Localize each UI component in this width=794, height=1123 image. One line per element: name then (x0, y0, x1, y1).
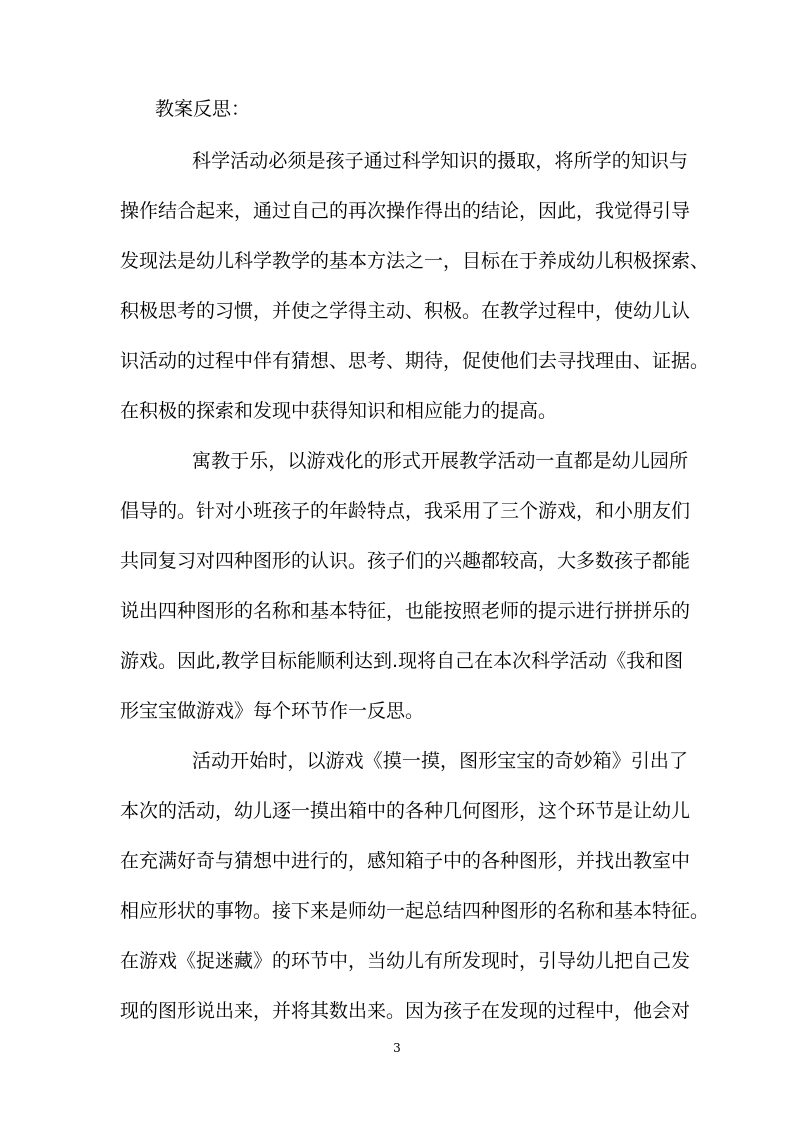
paragraph-1-line-2: 操作结合起来，通过自己的再次操作得出的结论，因此，我觉得引导 (120, 200, 691, 222)
paragraph-1-line-3: 发现法是幼儿科学教学的基本方法之一，目标在于养成幼儿积极探索、 (120, 250, 710, 272)
paragraph-3-line-4: 相应形状的事物。接下来是师幼一起总结四种图形的名称和基本特征。 (120, 900, 710, 922)
page-number: 3 (393, 1041, 401, 1055)
paragraph-2-line-2: 倡导的。针对小班孩子的年龄特点，我采用了三个游戏，和小朋友们 (120, 500, 691, 522)
paragraph-2-line-4: 说出四种图形的名称和基本特征，也能按照老师的提示进行拼拼乐的 (120, 600, 691, 622)
paragraph-2-line-5: 游戏。因此,教学目标能顺利达到.现将自己在本次科学活动《我和图 (120, 650, 684, 672)
paragraph-1-line-5: 识活动的过程中伴有猜想、思考、期待，促使他们去寻找理由、证据。 (120, 350, 710, 372)
paragraph-2-line-1: 寓教于乐，以游戏化的形式开展教学活动一直都是幼儿园所 (192, 450, 688, 472)
paragraph-3-line-3: 在充满好奇与猜想中进行的，感知箱子中的各种图形，并找出教室中 (120, 850, 691, 872)
paragraph-1-line-4: 积极思考的习惯，并使之学得主动、积极。在教学过程中，使幼儿认 (120, 300, 691, 322)
paragraph-3-line-5: 在游戏《捉迷藏》的环节中，当幼儿有所发现时，引导幼儿把自己发 (120, 950, 691, 972)
paragraph-3-line-6: 现的图形说出来，并将其数出来。因为孩子在发现的过程中，他会对 (120, 1000, 691, 1022)
paragraph-3-line-1: 活动开始时，以游戏《摸一摸，图形宝宝的奇妙箱》引出了 (192, 750, 688, 772)
paragraph-1-line-1: 科学活动必须是孩子通过科学知识的摄取，将所学的知识与 (192, 150, 688, 172)
paragraph-2-line-3: 共同复习对四种图形的认识。孩子们的兴趣都较高，大多数孩子都能 (120, 550, 691, 572)
section-heading: 教案反思： (155, 98, 251, 120)
paragraph-3-line-2: 本次的活动，幼儿逐一摸出箱中的各种几何图形，这个环节是让幼儿 (120, 800, 691, 822)
paragraph-2-line-6: 形宝宝做游戏》每个环节作一反思。 (120, 700, 425, 722)
paragraph-1-line-6: 在积极的探索和发现中获得知识和相应能力的提高。 (120, 400, 558, 422)
